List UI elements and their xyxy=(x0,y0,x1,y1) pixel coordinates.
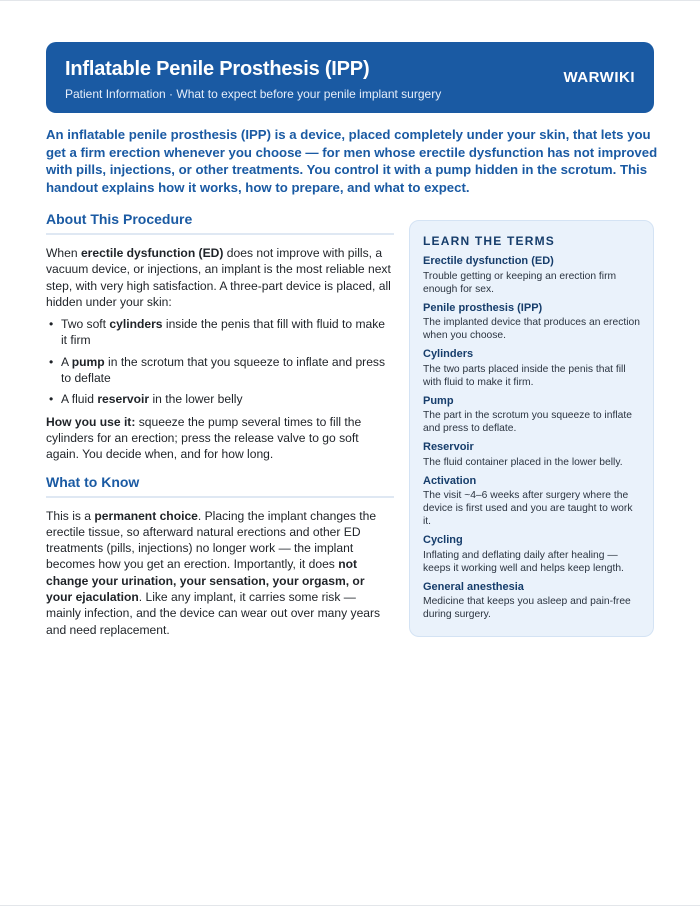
term-name: Penile prosthesis (IPP) xyxy=(423,301,543,314)
brand-logo: WARWIKI xyxy=(563,69,635,86)
know-section-title: What to Know xyxy=(46,473,394,498)
device-parts-list xyxy=(46,316,394,407)
top-divider xyxy=(0,0,700,1)
about-section-title: About This Procedure xyxy=(46,210,394,235)
bullet-icon: • xyxy=(49,354,54,369)
term-item xyxy=(423,475,640,529)
term-definition: Medicine that keeps you asleep and pain-free during surgery. xyxy=(423,596,631,620)
term-definition: The two parts placed inside the penis that fill with fluid to make it firm. xyxy=(423,363,626,388)
term-item xyxy=(423,581,640,622)
term-definition: Inflating and deflating daily after healing — keeps it working well and helps keep length. xyxy=(423,549,624,574)
usage-paragraph: How you use it: squeeze the pump several times to fill the cylinders for an erection; press the release valve to go soft again. You decide when, and for how long. xyxy=(46,414,362,462)
list-item: • Two soft cylinders inside the penis that fill with fluid to make it firm xyxy=(49,317,386,348)
term-definition: The implanted device that produces an erection when you choose. xyxy=(423,317,640,341)
bullet-icon: • xyxy=(49,317,54,332)
term-definition: The visit ~4–6 weeks after surgery where the device is first used and you are taught to work it. xyxy=(423,490,633,527)
term-name: Cylinders xyxy=(423,348,474,360)
page-subtitle: Patient Information · What to expect before your penile implant surgery xyxy=(65,87,442,101)
term-item xyxy=(423,302,640,343)
know-paragraph: This is a permanent choice. Placing the implant changes the erectile tissue, so afterward natural erections and other ED treatments (pills, injections) no longer work — the implant becomes how you get an erection. Importantly, it does not change your urination, your sensation, your orgasm, or your ejaculation. Like any implant, it carries some risk — mainly infection, and the device can wear out over many years and need replacement. xyxy=(46,508,381,637)
term-definition: The part in the scrotum you squeeze to inflate and press to deflate. xyxy=(423,410,632,434)
about-paragraph: When erectile dysfunction (ED) does not improve with pills, a vacuum device, or injections, an implant is the most reliable next step, with very high satisfaction. A three-part device is placed, all hidden under your skin: xyxy=(46,246,391,309)
page-title: Inflatable Penile Prosthesis (IPP) xyxy=(65,58,370,80)
main-column xyxy=(46,210,394,638)
intro-paragraph: An inflatable penile prosthesis (IPP) is a device, placed completely under your skin, that lets you get a firm erection whenever you choose — for men whose erectile dysfunction has not improved with pills, injections, or other treatments. You control it with a pump hidden in the scrotum. This handout explains how it works, how to prepare, and what to expect. xyxy=(46,127,658,195)
bullet-icon: • xyxy=(49,392,54,407)
term-name: Pump xyxy=(423,394,454,407)
term-name: Reservoir xyxy=(423,441,474,453)
terms-title: LEARN THE TERMS xyxy=(423,234,555,248)
terms-sidebar xyxy=(409,220,654,637)
term-definition: Trouble getting or keeping an erection firm enough for sex. xyxy=(423,270,617,295)
list-item: • A fluid reservoir in the lower belly xyxy=(49,392,243,407)
term-name: Activation xyxy=(423,474,477,487)
term-definition: The fluid container placed in the lower belly. xyxy=(423,456,623,468)
term-item xyxy=(423,255,640,296)
term-name: Cycling xyxy=(423,534,463,546)
header-banner xyxy=(46,42,654,113)
term-name: General anesthesia xyxy=(423,580,524,593)
term-item xyxy=(423,395,640,436)
list-item: • A pump in the scrotum that you squeeze to inflate and press to deflate xyxy=(49,354,386,386)
term-item xyxy=(423,348,640,389)
term-item xyxy=(423,441,640,469)
term-name: Erectile dysfunction (ED) xyxy=(423,255,554,267)
term-item xyxy=(423,534,640,575)
